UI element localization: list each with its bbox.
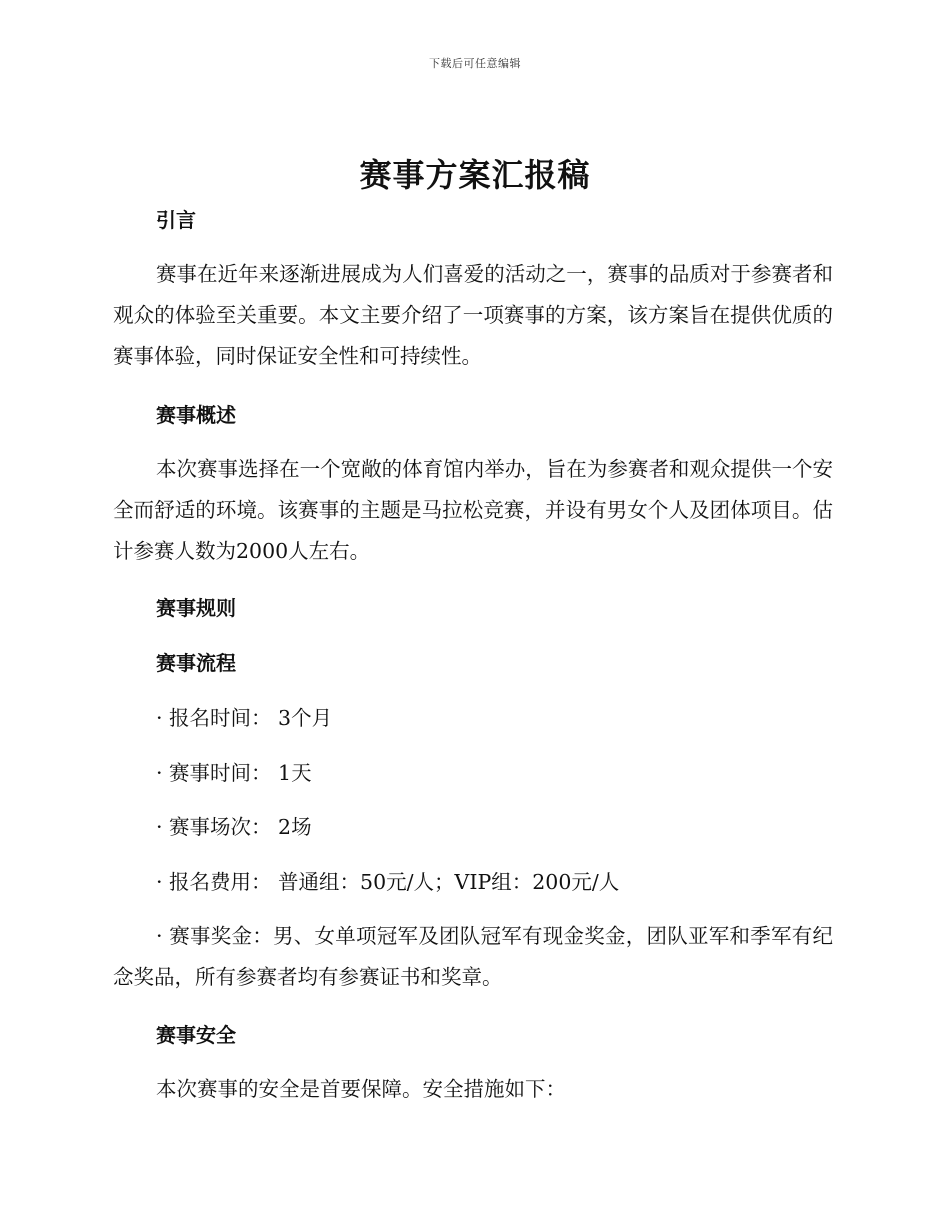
list-item-registration-time: · 报名时间： 3个月 — [156, 706, 333, 730]
paragraph-safety: 本次赛事的安全是首要保障。安全措施如下： — [156, 1077, 566, 1101]
heading-overview: 赛事概述 — [156, 403, 236, 427]
heading-rules: 赛事规则 — [156, 596, 236, 620]
paragraph-overview: 本次赛事选择在一个宽敞的体育馆内举办，旨在为参赛者和观众提供一个安全而舒适的环境。该赛事的主题是马拉松竞赛，并设有男女个人及团体项目。估计参赛人数为2000人左右。 — [113, 457, 833, 563]
list-item-event-duration: · 赛事时间： 1天 — [156, 761, 312, 785]
list-item-event-sessions: · 赛事场次： 2场 — [156, 815, 312, 839]
header-note: 下载后可任意编辑 — [429, 57, 521, 70]
list-item-registration-fee: · 报名费用： 普通组：50元/人；VIP组：200元/人 — [156, 870, 620, 894]
paragraph-intro: 赛事在近年来逐渐进展成为人们喜爱的活动之一，赛事的品质对于参赛者和观众的体验至关重要。本文主要介绍了一项赛事的方案，该方案旨在提供优质的赛事体验，同时保证安全性和可持续性。 — [113, 262, 833, 368]
heading-safety: 赛事安全 — [156, 1023, 236, 1047]
document-title: 赛事方案汇报稿 — [359, 156, 591, 194]
heading-intro: 引言 — [156, 208, 196, 232]
heading-process: 赛事流程 — [156, 651, 236, 675]
paragraph-prizes: · 赛事奖金：男、女单项冠军及团队冠军有现金奖金，团队亚军和季军有纪念奖品，所有参赛者均有参赛证书和奖章。 — [113, 924, 833, 989]
